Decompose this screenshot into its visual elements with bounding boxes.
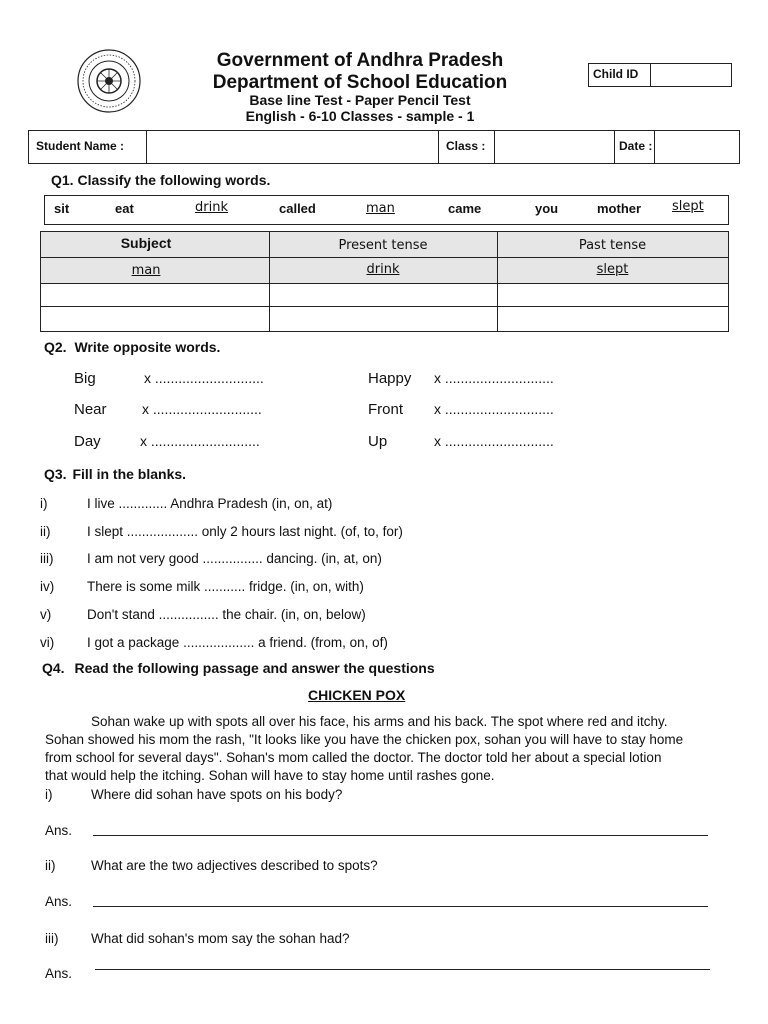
answer-line[interactable] [93,835,708,836]
fill-item-text[interactable]: Don't stand ................ the chair. (in, on, below) [87,607,366,622]
header-department: Department of School Education [212,72,508,93]
student-name-label: Student Name : [29,131,147,163]
child-id-field[interactable] [651,64,731,86]
q3-title: Fill in the blanks. [72,466,187,482]
answer-cell[interactable] [41,307,269,331]
word: sit [54,201,70,216]
opposite-blank[interactable]: x ............................ [434,433,554,449]
opposite-blank[interactable]: x ............................ [140,433,260,449]
passage-line: from school for several days". Sohan's mom called the doctor. The doctor told her about a special lotion [45,750,662,765]
fill-item-text[interactable]: I slept ................... only 2 hours last night. (of, to, for) [87,524,403,539]
answer-cell[interactable] [270,284,497,306]
answer-cell[interactable] [498,307,728,331]
fill-item-number: vi) [40,635,55,650]
question-text: Where did sohan have spots on his body? [91,787,343,802]
fill-item-text[interactable]: I live ............. Andhra Pradesh (in, on, at) [87,496,333,511]
fill-item-number: i) [40,496,48,511]
answer-cell[interactable] [270,307,497,331]
question-number: i) [45,787,53,802]
q2-title: Write opposite words. [74,339,221,355]
student-info-row [28,130,740,164]
passage-line: Sohan showed his mom the rash, "It looks like you have the chicken pox, sohan you will have to stay home [45,732,684,747]
q2-heading [44,339,220,355]
example-past-tense: slept [596,262,629,277]
answer-label: Ans. [45,823,73,838]
column-header-subject: Subject [120,235,172,251]
q1-classify-table [40,231,729,332]
question-number: ii) [45,858,56,873]
fill-item-number: iv) [40,579,55,594]
opposite-blank[interactable]: x ............................ [434,401,554,417]
child-id-label: Child ID [589,64,651,86]
opposite-blank[interactable]: x ............................ [434,370,554,386]
answer-label: Ans. [45,966,73,981]
answer-cell[interactable] [498,284,728,306]
header-government: Government of Andhra Pradesh [216,50,504,71]
header-test-type: Base line Test - Paper Pencil Test [249,92,471,108]
fill-item-text[interactable]: I got a package ................... a friend. (from, on, of) [87,635,388,650]
opposite-word: Near [74,401,107,418]
question-number: iii) [45,931,59,946]
column-header-past-tense: Past tense [578,238,647,253]
opposite-word: Front [368,401,404,418]
emblem-seal [76,48,142,114]
word: you [535,201,559,216]
word: came [448,201,482,216]
opposite-blank[interactable]: x ............................ [142,401,262,417]
question-text: What are the two adjectives described to spots? [91,858,378,873]
fill-item-text[interactable]: There is some milk ........... fridge. (in, on, with) [87,579,364,594]
q1-heading [51,172,270,188]
student-name-field[interactable] [147,131,439,163]
fill-item-number: iii) [40,551,54,566]
q3-number: Q3. [44,466,67,482]
date-label: Date : [615,131,655,163]
child-id-box [588,63,732,87]
answer-line[interactable] [95,969,710,970]
opposite-word: Happy [368,370,412,387]
word-underlined: man [366,201,395,216]
q1-word-box [44,195,729,225]
q4-title: Read the following passage and answer the questions [74,660,435,676]
word-underlined: slept [672,199,704,214]
opposite-word: Up [368,433,388,450]
column-header-present-tense: Present tense [338,238,428,253]
date-field[interactable] [655,131,739,163]
fill-item-number: v) [40,607,52,622]
class-field[interactable] [495,131,615,163]
word: called [279,201,316,216]
fill-item-number: ii) [40,524,51,539]
opposite-blank[interactable]: x ............................ [144,370,264,386]
example-present-tense: drink [366,262,400,277]
q4-number: Q4. [42,660,65,676]
q1-title: Classify the following words. [77,172,271,188]
opposite-word: Day [74,433,101,450]
word: mother [597,201,642,216]
q3-heading [44,466,186,482]
class-label: Class : [439,131,495,163]
header-subject: English - 6-10 Classes - sample - 1 [245,108,475,124]
answer-line[interactable] [93,906,708,907]
passage-line: Sohan wake up with spots all over his face, his arms and his back. The spot where red and itchy. [91,714,668,729]
q1-number: Q1. [51,172,74,188]
q2-number: Q2. [44,339,67,355]
opposite-word: Big [74,370,96,387]
answer-label: Ans. [45,894,73,909]
fill-item-text[interactable]: I am not very good ................ dancing. (in, at, on) [87,551,382,566]
word-underlined: drink [195,200,228,215]
example-subject: man [131,263,161,278]
q4-heading [42,660,435,676]
passage-line: that would help the itching. Sohan will have to stay home until rashes gone. [45,768,495,783]
passage-title: CHICKEN POX [308,687,406,703]
question-text: What did sohan's mom say the sohan had? [91,931,350,946]
word: eat [115,201,134,216]
answer-cell[interactable] [41,284,269,306]
